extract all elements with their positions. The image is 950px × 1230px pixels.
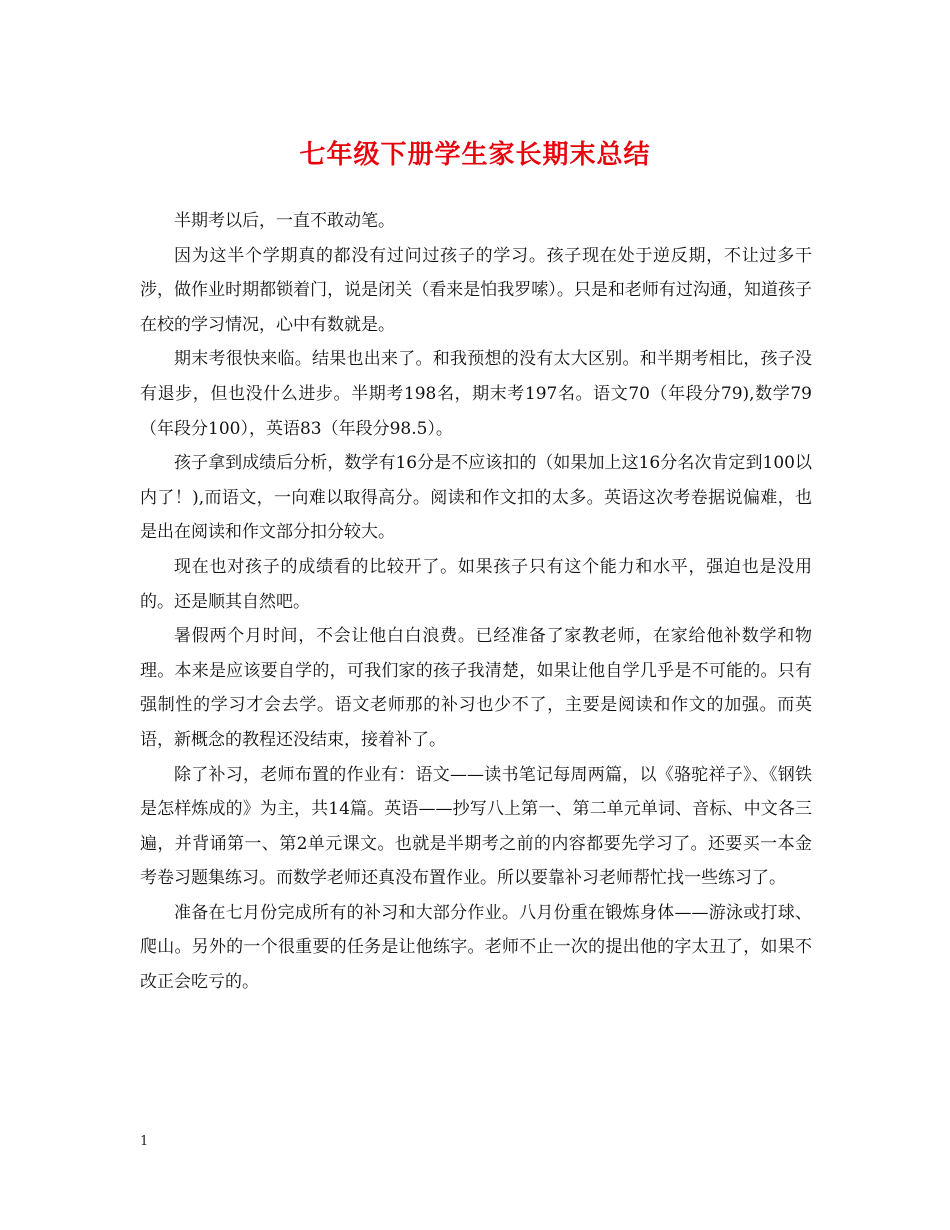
paragraph: 除了补习，老师布置的作业有：语文——读书笔记每周两篇，以《骆驼祥子》、《钢铁是怎样炼成的》为主，共14篇。英语——抄写八上第一、第二单元单词、音标、中文各三遍，并背诵第一、第2单元课文。也就是半期考之前的内容都要先学习了。还要买一本金考卷习题集练习。而数学老师还真没布置作业。所以要靠补习老师帮忙找一些练习了。 <box>140 764 812 889</box>
document-body <box>140 204 812 1000</box>
document-title: 七年级下册学生家长期末总结 <box>299 140 651 170</box>
paragraph: 现在也对孩子的成绩看的比较开了。如果孩子只有这个能力和水平，强迫也是没用的。还是顺其自然吧。 <box>140 556 812 612</box>
page-number: 1 <box>140 1134 149 1149</box>
paragraph: 半期考以后，一直不敢动笔。 <box>174 211 395 231</box>
paragraph: 因为这半个学期真的都没有过问过孩子的学习。孩子现在处于逆反期，不让过多干涉，做作业时期都锁着门，说是闭关（看来是怕我罗嗦）。只是和老师有过沟通，知道孩子在校的学习情况，心中有数就是。 <box>140 245 812 335</box>
paragraph: 期末考很快来临。结果也出来了。和我预想的没有太大区别。和半期考相比，孩子没有退步，但也没什么进步。半期考198名，期末考197名。语文70（年段分79),数学79（年段分100），英语83（年段分98.5）。 <box>140 349 812 439</box>
paragraph: 孩子拿到成绩后分析，数学有16分是不应该扣的（如果加上这16分名次肯定到100以内了！),而语文，一向难以取得高分。阅读和作文扣的太多。英语这次考卷据说偏难，也是出在阅读和作文部分扣分较大。 <box>140 453 812 543</box>
paragraph: 暑假两个月时间，不会让他白白浪费。已经准备了家教老师，在家给他补数学和物理。本来是应该要自学的，可我们家的孩子我清楚，如果让他自学几乎是不可能的。只有强制性的学习才会去学。语文老师那的补习也少不了，主要是阅读和作文的加强。而英语，新概念的教程还没结束，接着补了。 <box>140 626 812 750</box>
paragraph: 准备在七月份完成所有的补习和大部分作业。八月份重在锻炼身体——游泳或打球、爬山。另外的一个很重要的任务是让他练字。老师不止一次的提出他的字太丑了，如果不改正会吃亏的。 <box>140 902 812 993</box>
